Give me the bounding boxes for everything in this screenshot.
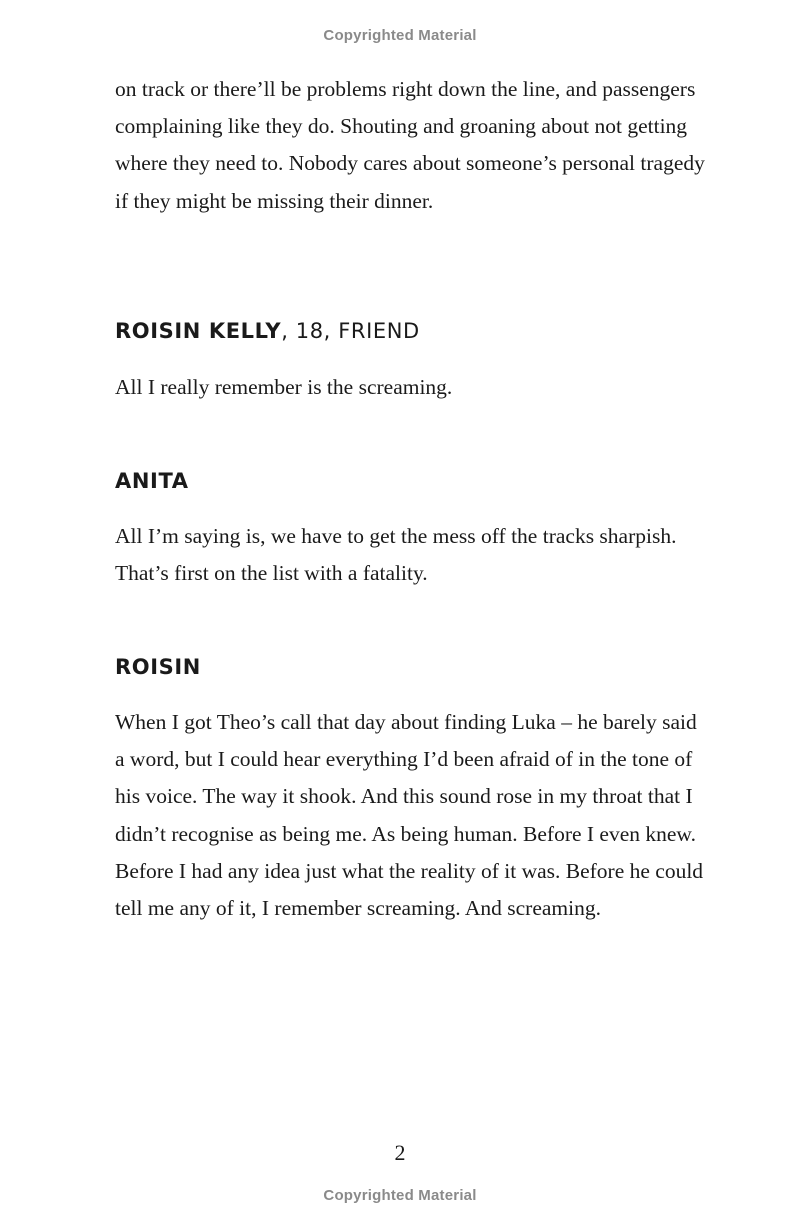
speaker-name: ANITA (115, 469, 189, 493)
speaker-heading (115, 468, 189, 494)
body-paragraph: All I really remember is the screaming. (115, 375, 453, 399)
page-number: 2 (394, 1140, 406, 1165)
body-paragraph: When I got Theo’s call that day about finding Luka – he barely said a word, but I could hear everything I’d been afraid of in the tone of his voice. The way it shook. And this sound rose in my throat that I didn’t recognise as being me. As being human. Before I even knew. Before I had any idea just what the reality of it was. Before he could tell me any of it, I remember screaming. And screaming. (115, 710, 704, 921)
speaker-heading (115, 318, 420, 344)
body-paragraph: All I’m saying is, we have to get the mess off the tracks sharpish. That’s first on the list with a fatality. (115, 524, 677, 586)
speaker-details: , 18, FRIEND (281, 319, 420, 343)
body-paragraph: on track or there’ll be problems right down the line, and passengers complaining like they do. Shouting and groaning about not getting where they need to. Nobody cares about someone’s personal tragedy if they might be missing their dinner. (115, 77, 705, 213)
copyright-watermark-bottom: Copyrighted Material (323, 1187, 477, 1204)
speaker-name: ROISIN (115, 655, 201, 679)
speaker-heading (115, 654, 201, 680)
copyright-watermark-top: Copyrighted Material (323, 27, 477, 44)
speaker-name: ROISIN KELLY (115, 319, 282, 343)
